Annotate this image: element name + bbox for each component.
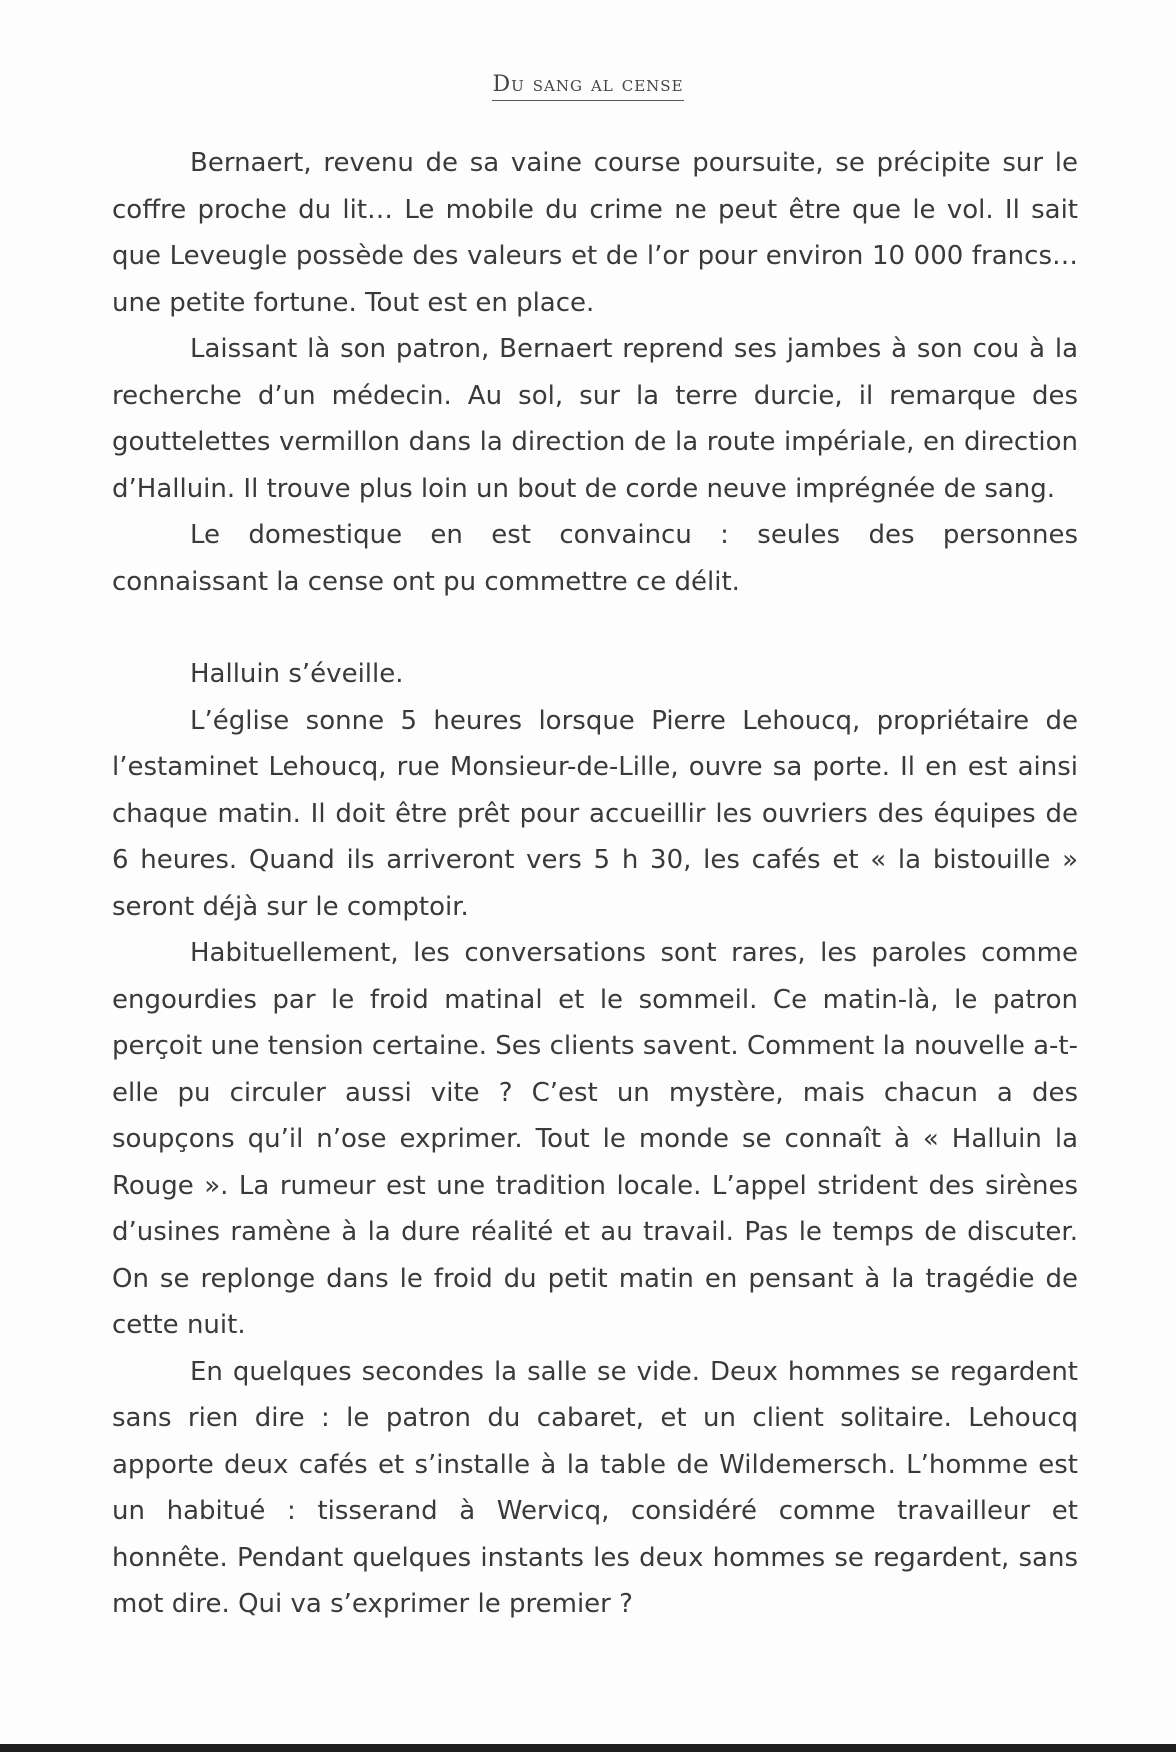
- paragraph-halluin-eveil: Halluin s’éveille.: [190, 659, 404, 689]
- paragraph-conversations: Habituellement, les conversations sont rares, les paroles comme engourdies par le froid matinal et le sommeil. Ce matin-là, le patron perçoit une tension certaine. Ses clients savent. Comment la nouvelle a-t-elle pu circuler aussi vite ? C’est un mystère, mais chacun a des soupçons qu’il n’ose exprimer. Tout le monde se connaît à « Halluin la Rouge ». La rumeur est une tradition locale. L’appel strident des sirènes d’usines ramène à la dure réalité et au travail. Pas le temps de discuter. On se replonge dans le froid du petit matin en pensant à la tragédie de cette nuit.: [112, 938, 1078, 1340]
- paragraph-bernaert-medecin: Laissant là son patron, Bernaert reprend ses jambes à son cou à la recherche d’un médecin. Au sol, sur la terre durcie, il remarque des gouttelettes vermillon dans la direction de la route impériale, en direction d’Halluin. Il trouve plus loin un bout de corde neuve imprégnée de sang.: [112, 334, 1078, 504]
- body-text: [112, 140, 1078, 1628]
- paragraph-estaminet: L’église sonne 5 heures lorsque Pierre Lehoucq, propriétaire de l’estaminet Lehoucq, rue Monsieur-de-Lille, ouvre sa porte. Il en est ainsi chaque matin. Il doit être prêt pour accueillir les ouvriers des équipes de 6 heures. Quand ils arriveront vers 5 h 30, les cafés et « la bistouille » seront déjà sur le comptoir.: [112, 705, 1078, 922]
- running-head: [0, 72, 1176, 101]
- paragraph-bernaert-coffre: Bernaert, revenu de sa vaine course poursuite, se précipite sur le coffre proche du lit… Le mobile du crime ne peut être que le vol. Il sait que Leveugle possède des valeurs et de l’or pour environ 10 000 francs… une petite fortune. Tout est en place.: [112, 148, 1078, 318]
- running-title: Du sang al cense: [492, 72, 683, 101]
- paragraph-domestique: Le domestique en est convaincu : seules des personnes connaissant la cense ont pu commettre ce délit.: [112, 520, 1078, 597]
- scan-bottom-edge: [0, 1744, 1176, 1752]
- paragraph-salle-vide: En quelques secondes la salle se vide. Deux hommes se regardent sans rien dire : le patron du cabaret, et un client solitaire. Lehoucq apporte deux cafés et s’installe à la table de Wildemersch. L’homme est un habitué : tisserand à Wervicq, considéré comme travailleur et honnête. Pendant quelques instants les deux hommes se regardent, sans mot dire. Qui va s’exprimer le premier ?: [112, 1356, 1078, 1619]
